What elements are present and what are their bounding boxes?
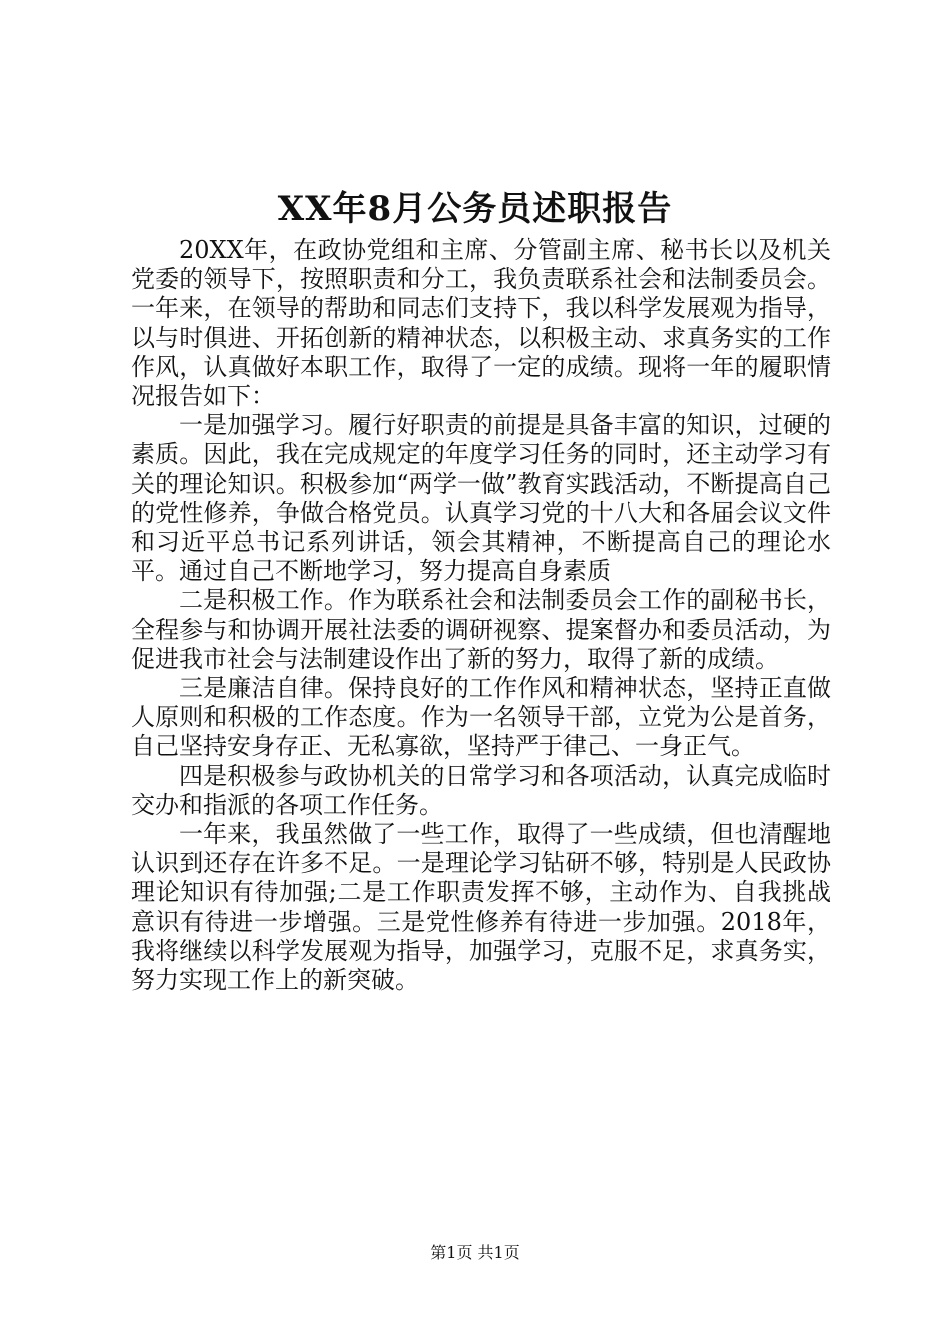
paragraph-conclusion: 一年来，我虽然做了一些工作，取得了一些成绩，但也清醒地认识到还存在许多不足。一是理论学习钻研不够，特别是人民政协理论知识有待加强;二是工作职责发挥不够，主动作为、自我挑战意识有待进一步增强。三是党性修养有待进一步加强。2018年，我将继续以科学发展观为指导，加强学习，克服不足，求真务实，努力实现工作上的新突破。: [131, 820, 831, 995]
paragraph-study: 一是加强学习。履行好职责的前提是具备丰富的知识，过硬的素质。因此，我在完成规定的年度学习任务的同时，还主动学习有关的理论知识。积极参加“两学一做”教育实践活动，不断提高自己的党性修养，争做合格党员。认真学习党的十八大和各届会议文件和习近平总书记系列讲话，领会其精神，不断提高自己的理论水平。通过自己不断地学习，努力提高自身素质: [131, 411, 831, 586]
paragraph-intro: 20XX年，在政协党组和主席、分管副主席、秘书长以及机关党委的领导下，按照职责和分工，我负责联系社会和法制委员会。一年来，在领导的帮助和同志们支持下，我以科学发展观为指导，以与时俱进、开拓创新的精神状态，以积极主动、求真务实的工作作风，认真做好本职工作，取得了一定的成绩。现将一年的履职情况报告如下：: [131, 236, 831, 411]
page-footer: [0, 1243, 950, 1263]
page-number-label: 第1页 共1页: [430, 1243, 520, 1262]
paragraph-integrity: 三是廉洁自律。保持良好的工作作风和精神状态，坚持正直做人原则和积极的工作态度。作为一名领导干部，立党为公是首务，自己坚持安身存正、无私寡欲，坚持严于律己、一身正气。: [131, 674, 831, 761]
paragraph-activities: 四是积极参与政协机关的日常学习和各项活动，认真完成临时交办和指派的各项工作任务。: [131, 761, 831, 819]
document-body: [131, 236, 831, 995]
document-title: XX年8月公务员述职报告: [277, 189, 673, 229]
paragraph-work: 二是积极工作。作为联系社会和法制委员会工作的副秘书长，全程参与和协调开展社法委的调研视察、提案督办和委员活动，为促进我市社会与法制建设作出了新的努力，取得了新的成绩。: [131, 586, 831, 673]
